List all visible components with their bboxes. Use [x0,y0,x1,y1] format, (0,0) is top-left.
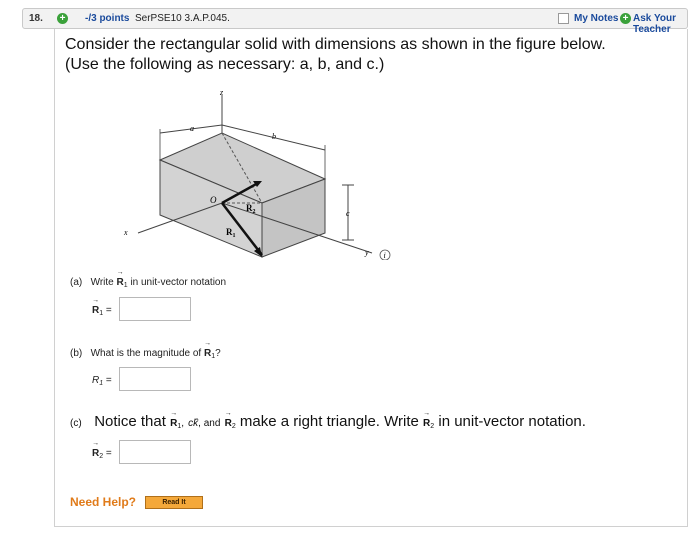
dimension-a-label: a [190,124,194,133]
eq-sym-r1-sub: 1 [99,380,104,387]
question-number: 18. [29,13,43,24]
dimension-c-label: c [346,209,350,218]
vector-r1-sub: 1 [123,282,128,289]
vector-r2-c2-sub: 2 [430,423,435,430]
vector-r1-b-sub: 1 [211,353,216,360]
r1-label: $R_1$ [226,227,236,239]
part-b-text-after: ? [215,348,221,359]
info-icon-glyph: i [383,251,386,260]
notes-checkbox[interactable] [558,13,569,24]
part-c-tag: (c) [70,418,82,429]
part-c-equation-label [92,448,112,460]
points-label: -/3 points [85,13,130,24]
answer-input-b[interactable] [119,367,191,391]
dimension-b-label: b [272,132,276,141]
eq-vector-r2-sub: 2 [99,453,104,460]
eq-vector-r2: → R [92,448,99,459]
part-a-question [70,277,226,289]
ck-term: ck̂ [188,418,199,429]
need-help-label: Need Help? [70,495,137,509]
part-c-and: , and [198,418,221,429]
vector-r1-b: → R [204,348,211,359]
read-it-button[interactable]: Read It [145,496,203,509]
eq-sign-c: = [105,448,112,459]
part-a-text-before: Write [90,277,114,288]
question-header [22,8,688,35]
eq-sym-r1: R [92,375,100,386]
part-b-equation-label [92,375,112,387]
ask-teacher-plus-icon[interactable]: + [620,13,631,24]
x-axis-label: x [124,228,128,237]
ask-teacher-link[interactable]: Ask Your Teacher [633,13,676,35]
vector-r2-c2: → R [423,418,430,429]
z-axis-label: z [220,88,224,97]
question-code: SerPSE10 3.A.P.045. [135,13,230,24]
r2-label: $R_2$ [246,203,256,215]
part-c-text1: Notice that [94,413,166,430]
part-a-text-after: in unit-vector notation [130,277,227,288]
part-b-tag: (b) [70,348,83,359]
part-b-question [70,348,221,360]
part-b-text-before: What is the magnitude of [90,348,202,359]
part-c-text2: make a right triangle. Write [239,413,419,430]
eq-sign-b: = [105,375,112,386]
answer-input-a[interactable] [119,297,191,321]
eq-vector-r1: → R [92,305,99,316]
y-axis-label: y [365,248,369,257]
answer-input-c[interactable] [119,440,191,464]
eq-sign-a: = [105,305,112,316]
eq-vector-r1-sub: 1 [99,310,104,317]
vector-r2-c-sub: 2 [231,423,236,430]
part-a-tag: (a) [70,277,83,288]
prompt-line-1: Consider the rectangular solid with dimensions as shown in the figure below. [65,36,606,53]
vector-r2-c: → R [225,418,232,429]
part-a-equation-label [92,305,112,317]
part-c-text3: in unit-vector notation. [438,413,586,430]
prompt-line-2: (Use the following as necessary: a, b, and c.) [65,56,385,73]
my-notes-link[interactable]: My Notes [574,13,619,24]
vector-r1-c: → R [170,418,177,429]
vector-r1-c-sub: 1 [177,423,182,430]
rectangular-solid-figure [110,85,410,260]
origin-label: O [210,195,217,205]
part-c-question [70,413,586,430]
question-prompt [65,35,685,75]
vector-r1: → R [117,277,124,288]
expand-plus-icon[interactable]: + [57,13,68,24]
part-c-comma: , [181,418,184,429]
